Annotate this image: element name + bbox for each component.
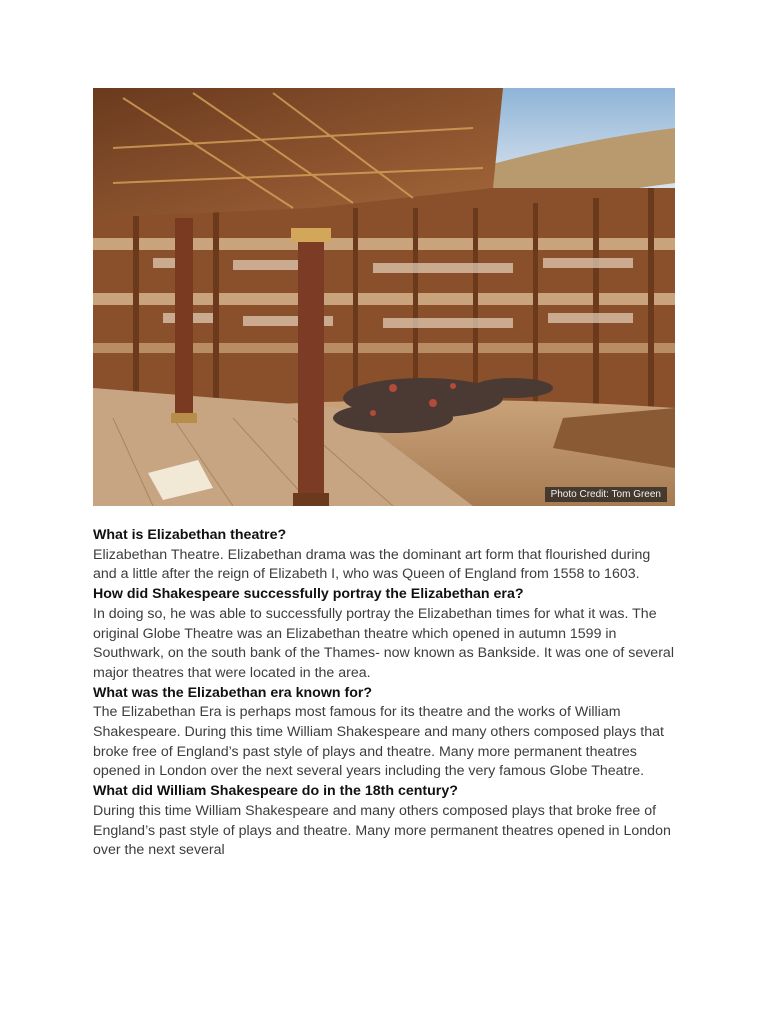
photo-credit: Photo Credit: Tom Green <box>545 487 667 502</box>
question-heading: How did Shakespeare successfully portray the Elizabethan era? <box>93 586 524 603</box>
answer-paragraph: During this time William Shakespeare and many others composed plays that broke free of England’s past style of plays and theatre. Many more permanent theatres opened in London over the next several <box>93 802 671 859</box>
answer-paragraph: In doing so, he was able to successfully portray the Elizabethan times for what it was. The original Globe Theatre was an Elizabethan theatre which opened in autumn 1599 in Southwark, on the south bank of the Thames- now known as Bankside. It was one of several major theatres that were located in the area. <box>93 605 674 681</box>
answer-paragraph: The Elizabethan Era is perhaps most famous for its theatre and the works of William Shakespeare. During this time William Shakespeare and many others composed plays that broke free of England’s past style of plays and theatre. Many more permanent theatres opened in London over the next several years including the very famous Globe Theatre. <box>93 704 664 780</box>
question-heading: What did William Shakespeare do in the 18th century? <box>93 783 458 800</box>
globe-theatre-photo <box>93 88 675 506</box>
answer-paragraph: Elizabethan Theatre. Elizabethan drama was the dominant art form that flourished during and a little after the reign of Elizabeth I, who was Queen of England from 1558 to 1603. <box>93 546 651 583</box>
question-heading: What was the Elizabethan era known for? <box>93 684 373 701</box>
theatre-illustration <box>93 88 675 506</box>
question-heading: What is Elizabethan theatre? <box>93 527 287 543</box>
document-page <box>93 88 675 861</box>
faq-content <box>93 526 675 861</box>
